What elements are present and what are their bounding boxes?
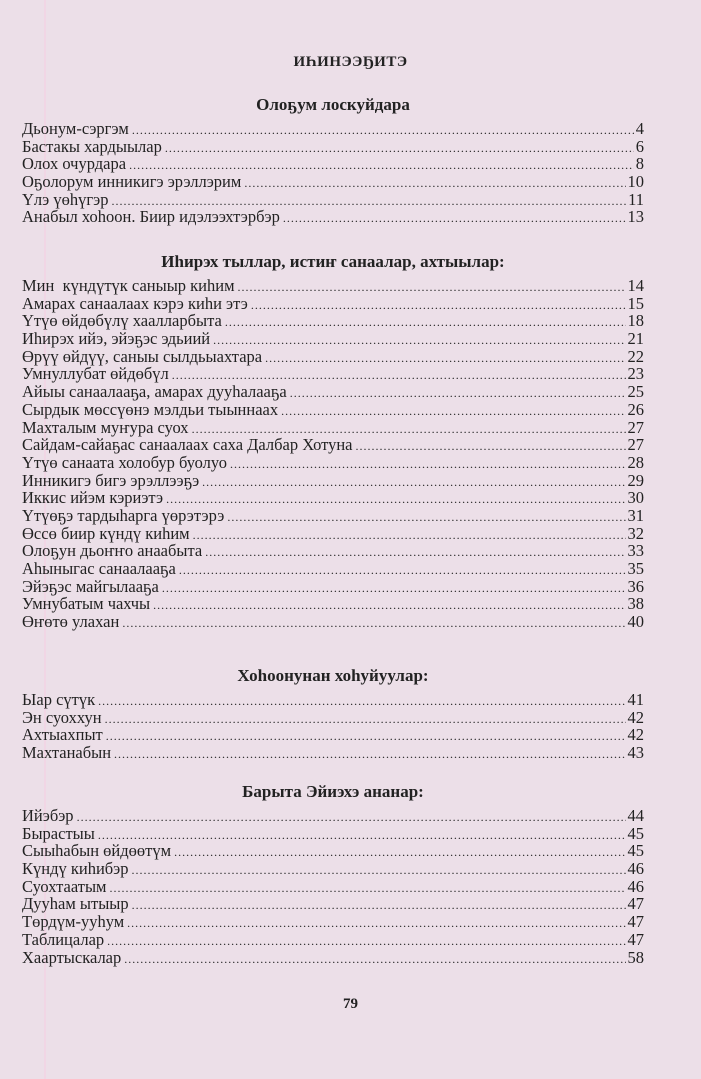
entry-title: Аһыныгас санаалааҕа [22,559,176,578]
entry-page: 30 [627,488,644,508]
toc-entry [22,138,644,156]
toc-entry [22,295,644,313]
entry-title: Үтүө санаата холобур буолуо [22,452,228,472]
entry-title: Олох очурдара [22,154,127,174]
entry-page: 36 [627,576,644,596]
toc-entry [22,401,644,419]
entry-page: 21 [627,329,644,349]
toc-entry [22,913,644,931]
entry-title: Ыар сүтүк [22,690,96,709]
toc-entry [22,383,644,401]
dot-leader [179,562,626,580]
toc-entry [22,878,644,896]
toc-entry [22,560,644,578]
section-life-fragments [22,95,644,226]
dot-leader [106,728,626,746]
section-heading: Олоҕум лоскуйдара [256,95,410,114]
dot-leader [109,880,625,898]
dot-leader [230,456,625,474]
toc-entry [22,895,644,913]
toc-entry [22,436,644,454]
entry-page: 40 [627,612,644,632]
entry-page: 13 [627,207,644,227]
entry-title: Дууһам ытыыр [22,894,129,914]
entry-title: Оҕолорум инникигэ эрэллэрим [22,172,242,192]
entry-title: Бырастыы [22,823,95,843]
toc-entry [22,312,644,330]
dot-leader [124,951,625,969]
toc-entry [22,578,644,596]
section-heading: Иһирэх тыллар, истиҥ санаалар, ахтыылар: [161,252,505,271]
entry-title: Үлэ үөһүгэр [22,189,109,209]
toc-entry [22,931,644,949]
entry-page: 27 [627,435,644,455]
entry-page: 8 [635,154,644,174]
entry-title: Анабыл хоһоон. Биир идэлээхтэрбэр [22,207,280,227]
dot-leader [281,403,625,421]
toc-entry [22,860,644,878]
entry-page: 42 [627,707,644,727]
entry-page: 22 [627,346,644,366]
entry-page: 45 [627,823,644,843]
toc-entry [22,208,644,226]
section-heading: Хоһоонунан хоһуйуулар: [237,666,429,685]
dot-leader [290,385,626,403]
dot-leader [174,844,625,862]
entry-title: Эйэҕэс майгылааҕа [22,576,159,596]
dot-leader [162,580,626,598]
entry-page: 27 [627,417,644,437]
toc-entry [22,825,644,843]
dot-leader [132,862,626,880]
toc-entry [22,365,644,383]
entry-title: Мин күндүтүк саныыр киһим [22,276,235,295]
toc-entry [22,348,644,366]
entry-title: Күндү киһибэр [22,859,129,879]
entry-title: Эн суоххун [22,707,102,727]
entry-title: Махтанабын [22,743,112,763]
entry-page: 58 [627,947,644,967]
entry-title: Өҥөтө улахан [22,612,120,632]
section-poems [22,666,644,762]
entry-page: 42 [627,725,644,745]
contents-title: ИҺИНЭЭҔИТЭ [293,54,408,70]
dot-leader [213,332,625,350]
dot-leader [98,827,626,845]
entry-title: Өссө биир күндү киһим [22,523,190,543]
dot-leader [283,210,626,228]
dot-leader [77,809,626,827]
entry-page: 25 [627,382,644,402]
toc-entry [22,542,644,560]
dot-leader [132,122,634,140]
entry-title: Дьонум-сэргэм [22,119,129,138]
toc-entry [22,525,644,543]
toc-entry [22,507,644,525]
dot-leader [153,597,625,615]
entry-page: 23 [627,364,644,384]
entry-page: 38 [627,594,644,614]
entry-title: Суохтаатым [22,876,107,896]
entry-page: 10 [627,172,644,192]
entry-title: Сыыһабын өйдөөтүм [22,841,172,861]
dot-leader [166,491,625,509]
entry-page: 33 [627,541,644,561]
entry-title: Инникигэ бигэ эрэллээҕэ [22,470,200,490]
toc-entry [22,949,644,967]
entry-page: 41 [627,690,644,709]
entry-title: Иһирэх ийэ, эйэҕэс эдьиий [22,329,211,349]
entry-title: Махталым муҥура суох [22,417,189,437]
entry-title: Үтүөҕэ тардыһарга үөрэтэрэ [22,505,225,525]
entry-title: Бастакы хардыылар [22,136,162,156]
entry-page: 47 [627,894,644,914]
entry-page: 4 [635,119,644,138]
toc-entry [22,155,644,173]
entry-title: Хаартыскалар [22,947,122,967]
entry-page: 46 [627,876,644,896]
dot-leader [251,297,626,315]
entry-page: 6 [635,136,644,156]
entry-title: Айыы санаалааҕа, амарах дууһалааҕа [22,382,287,402]
dot-leader [265,350,625,368]
entry-title: Амарах санаалаах кэрэ киһи этэ [22,293,248,313]
toc-entry [22,691,644,709]
toc-entry [22,595,644,613]
section-dedicated [22,782,644,966]
entry-page: 43 [627,743,644,763]
entry-page: 18 [627,311,644,331]
dot-leader [114,746,625,764]
toc-entry [22,842,644,860]
entry-page: 46 [627,859,644,879]
dot-leader [205,544,625,562]
toc-entry [22,277,644,295]
page-number: 79 [343,996,358,1012]
toc-entry [22,472,644,490]
entry-title: Өрүү өйдүү, саныы сылдьыахтара [22,346,263,366]
entry-title: Ахтыахпыт [22,725,103,745]
toc-entry [22,489,644,507]
dot-leader [356,438,626,456]
entry-page: 32 [627,523,644,543]
dot-leader [98,693,625,711]
dot-leader [202,474,625,492]
entry-title: Умнубатым чахчы [22,594,151,614]
dot-leader [127,915,625,933]
section-warm-words [22,252,644,631]
entry-page: 11 [628,189,644,209]
entry-page: 31 [627,505,644,525]
entry-page: 15 [627,293,644,313]
dot-leader [238,279,626,297]
entry-page: 45 [627,841,644,861]
entry-page: 47 [627,929,644,949]
entry-page: 14 [627,276,644,295]
toc-entry [22,173,644,191]
toc-entry [22,120,644,138]
dot-leader [105,711,626,729]
entry-title: Төрдүм-ууһум [22,912,125,932]
toc-entry [22,709,644,727]
toc-entry [22,191,644,209]
entry-page: 44 [627,806,644,825]
toc-entry [22,744,644,762]
entry-title: Олоҕун дьоҥҥо анаабыта [22,541,203,561]
entry-title: Ийэбэр [22,806,74,825]
entry-title: Сайдам-сайаҕас санаалаах саха Далбар Хотуна [22,435,353,455]
entry-page: 35 [627,559,644,578]
toc-entry [22,613,644,631]
dot-leader [244,175,625,193]
entry-title: Үтүө өйдөбүлү хаалларбыта [22,311,222,331]
entry-page: 28 [627,452,644,472]
entry-page: 29 [627,470,644,490]
toc-entry [22,454,644,472]
entry-title: Иккис ийэм кэриэтэ [22,488,164,508]
dot-leader [225,314,626,332]
toc-entry [22,419,644,437]
toc-entry [22,807,644,825]
toc-entry [22,330,644,348]
entry-title: Сырдык мөссүөнэ мэлдьи тыыннаах [22,399,279,419]
entry-page: 47 [627,912,644,932]
entry-title: Умнуллубат өйдөбүл [22,364,169,384]
dot-leader [122,615,625,633]
dot-leader [132,897,626,915]
dot-leader [107,933,625,951]
section-heading: Барыта Эйиэхэ ананар: [242,782,424,801]
toc-entry [22,726,644,744]
dot-leader [165,140,634,158]
dot-leader [227,509,625,527]
dot-leader [193,527,626,545]
entry-title: Таблицалар [22,929,105,949]
entry-page: 26 [627,399,644,419]
